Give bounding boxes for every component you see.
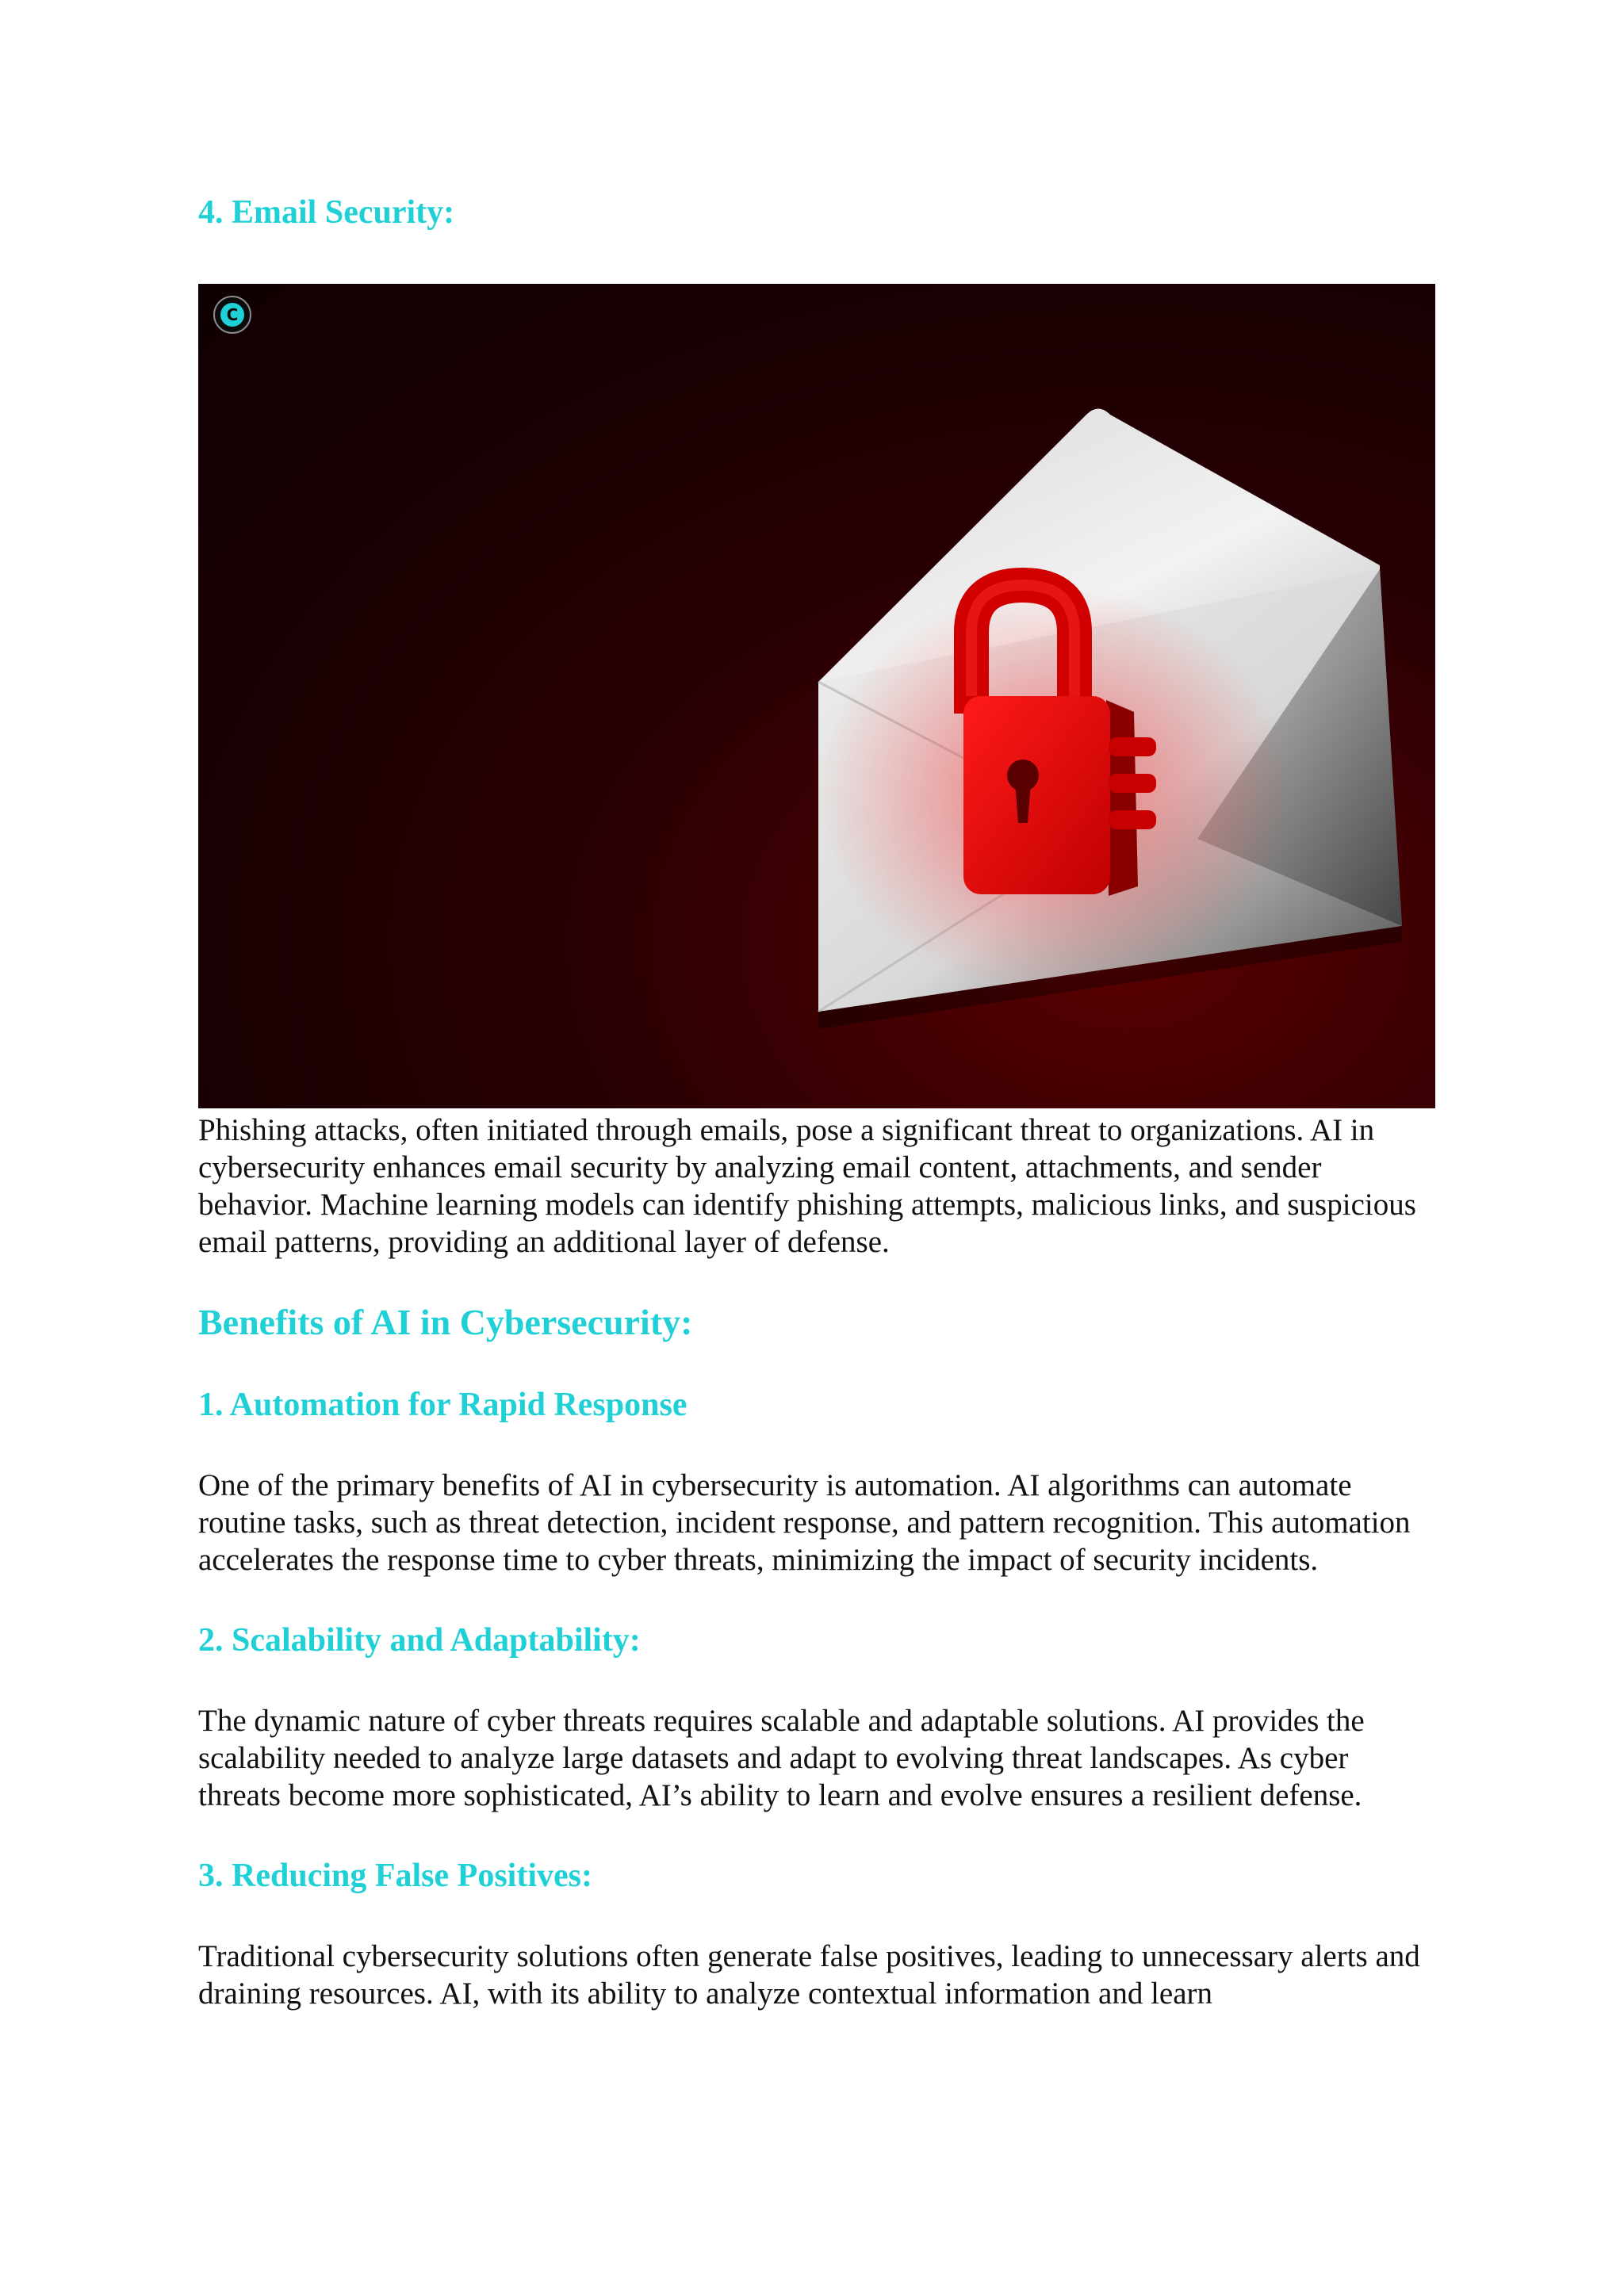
email-security-paragraph: Phishing attacks, often initiated through emails, pose a significant threat to organizations. AI in cybersecurity enhances email security by analyzing email content, attachments, and sender behavior. Machine learning models can identify phishing attempts, malicious links, and suspicious email patterns, providing an additional layer of defense. [198, 1113, 1416, 1259]
benefit-paragraph-automation: One of the primary benefits of AI in cybersecurity is automation. AI algorithms can automate routine tasks, such as threat detection, incident response, and pattern recognition. This automation accelerates the response time to cyber threats, minimizing the impact of security incidents. [198, 1468, 1411, 1577]
benefit-heading-false-positives: 3. Reducing False Positives: [198, 1858, 592, 1894]
email-security-heading: 4. Email Security: [198, 194, 455, 231]
brand-logo-icon [213, 295, 252, 335]
benefit-heading-scalability: 2. Scalability and Adaptability: [198, 1622, 641, 1659]
logo-letter: C [226, 305, 239, 324]
document-content [198, 190, 1435, 2012]
benefit-paragraph-false-positives: Traditional cybersecurity solutions often generate false positives, leading to unnecessary alerts and draining resources. AI, with its ability to analyze contextual information and learn [198, 1939, 1420, 2011]
email-security-image [198, 284, 1435, 1108]
benefit-heading-automation: 1. Automation for Rapid Response [198, 1387, 688, 1423]
benefit-paragraph-scalability: The dynamic nature of cyber threats requires scalable and adaptable solutions. AI provides the scalability needed to analyze large datasets and adapt to evolving threat landscapes. As cyber threats become more sophisticated, AI’s ability to learn and evolve ensures a resilient defense. [198, 1704, 1365, 1812]
benefits-heading: Benefits of AI in Cybersecurity: [198, 1302, 693, 1342]
envelope-padlock-illustration [198, 284, 1435, 1108]
